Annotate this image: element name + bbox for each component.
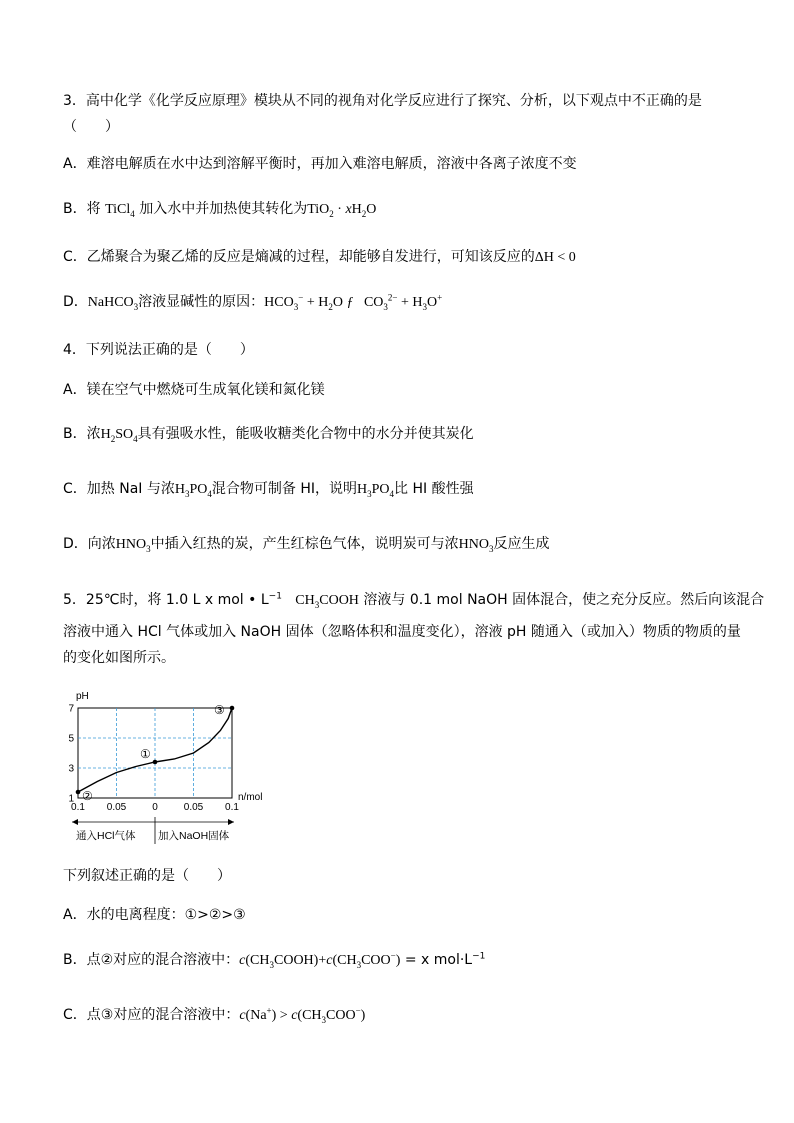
point-label: ② xyxy=(82,789,93,803)
q4-stem: 4．下列说法正确的是（ ） xyxy=(63,342,254,358)
chart-point xyxy=(153,760,158,765)
y-tick-label: 5 xyxy=(68,733,74,745)
q5-stem-line1: 5．25℃时，将 1.0 L x mol • $L^{-1}$ $CH_3COOH$ 溶液与 0.1 mol NaOH 固体混合，使之充分反应。然后向该混合 xyxy=(63,591,765,610)
y-ticks xyxy=(68,704,74,805)
q3-stem: 3．高中化学《化学反应原理》模块从不同的视角对化学反应进行了探究、分析，以下观点中不正确的是 xyxy=(63,93,702,109)
q3-option-d: D．NaHCO$_3$溶液显碱性的原因：$HCO_3^- + H_2O$ ƒ $CO_3^{2-} + H_3O^+$ xyxy=(63,292,443,312)
point-label: ① xyxy=(140,747,151,761)
left-arrow-label: 通入HCl气体 xyxy=(76,830,136,842)
q5-stem-line3: 的变化如图所示。 xyxy=(63,650,175,666)
q5-option-b: B．点②对应的混合溶液中：$c(CH_3COOH)+c(CH_3COO^-) = x$ $mol\cdot L^{-1}$ xyxy=(63,950,486,970)
grid-lines xyxy=(78,708,232,798)
x-axis-label: n/mol xyxy=(238,792,263,803)
x-tick-label: 0.1 xyxy=(225,802,239,813)
q3-option-b: B．将 TiCl$_4$ 加入水中并加热使其转化为$TiO_2 \cdot xH_2O$ xyxy=(63,201,377,219)
q3-option-c: C．乙烯聚合为聚乙烯的反应是熵减的过程，却能够自发进行，可知该反应的ΔH < 0 xyxy=(63,249,576,265)
chart-point xyxy=(76,790,81,795)
point-label: ③ xyxy=(214,703,225,717)
q4-option-d: D．向浓$HNO_3$中插入红热的炭，产生红棕色气体，说明炭可与浓$HNO_3$反应生成 xyxy=(63,536,550,554)
q5-option-c: C．点③对应的混合溶液中：$c(Na^+) > c(CH_3COO^-)$ xyxy=(63,1005,366,1025)
x-tick-label: 0.1 xyxy=(71,802,85,813)
left-arrowhead xyxy=(72,819,78,825)
chart-point xyxy=(230,706,235,711)
q4-option-b: B．浓$H_2SO_4$具有强吸水性，能吸收糖类化合物中的水分并使其炭化 xyxy=(63,426,474,444)
q5-stem-line2: 溶液中通入 HCl 气体或加入 NaOH 固体（忽略体积和温度变化），溶液 pH 随通入（或加入）物质的物质的量 xyxy=(63,624,741,640)
q5-question: 下列叙述正确的是（ ） xyxy=(63,868,231,884)
x-tick-label: 0.05 xyxy=(106,802,127,813)
right-arrow-label: 加入NaOH固体 xyxy=(158,830,230,842)
y-tick-label: 7 xyxy=(68,703,74,715)
x-ticks xyxy=(71,802,239,813)
x-tick-label: 0 xyxy=(152,802,158,813)
right-arrowhead xyxy=(228,819,234,825)
y-tick-label: 3 xyxy=(68,763,74,775)
q4-option-c: C．加热 NaI 与浓$H_3PO_4$混合物可制备 HI，说明$H_3PO_4$比 HI 酸性强 xyxy=(63,481,474,499)
y-tick-label: 1 xyxy=(68,793,74,805)
ph-chart xyxy=(62,688,268,848)
q5-option-a: A．水的电离程度：①>②>③ xyxy=(63,907,246,923)
y-axis-label: pH xyxy=(76,691,89,702)
q3-blank: （ ） xyxy=(63,119,119,135)
q3-option-a: A．难溶电解质在水中达到溶解平衡时，再加入难溶电解质，溶液中各离子浓度不变 xyxy=(63,156,577,172)
q4-option-a: A．镁在空气中燃烧可生成氧化镁和氮化镁 xyxy=(63,382,325,398)
x-tick-label: 0.05 xyxy=(183,802,204,813)
